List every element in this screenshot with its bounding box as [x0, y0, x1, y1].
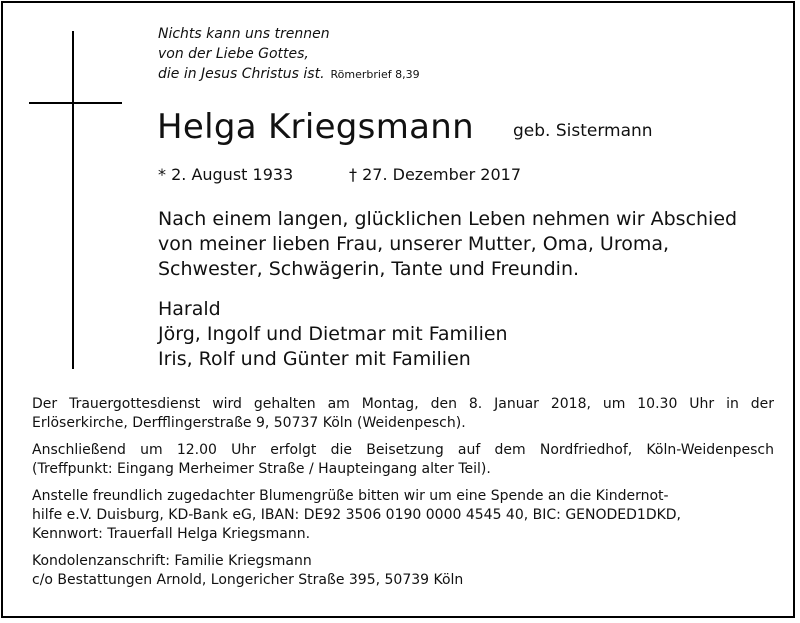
detail-line: hilfe e.V. Duisburg, KD-Bank eG, IBAN: DE92 3506 0190 0000 4545 40, BIC: GENODED1DKD,: [32, 507, 682, 523]
detail-line: Anschließend um 12.00 Uhr erfolgt die Beisetzung auf dem Nordfriedhof, Köln-Weidenpesch: [32, 442, 774, 458]
detail-line: Kondolenzanschrift: Familie Kriegsmann: [32, 553, 312, 569]
farewell-line: Nach einem langen, glücklichen Leben nehmen wir Abschied: [158, 208, 738, 230]
bible-verse: [158, 24, 420, 85]
verse-line: von der Liebe Gottes,: [158, 46, 309, 62]
detail-line: c/o Bestattungen Arnold, Longericher Straße 395, 50739 Köln: [32, 572, 464, 588]
farewell-line: von meiner lieben Frau, unserer Mutter, Oma, Uroma,: [158, 233, 670, 255]
birth-date: * 2. August 1933: [158, 165, 294, 184]
verse-reference: Römerbrief 8,39: [330, 68, 420, 81]
funeral-details: [32, 395, 774, 598]
cross-vertical-bar: [72, 31, 74, 369]
death-date: † 27. Dezember 2017: [349, 165, 521, 184]
verse-line-text: die in Jesus Christus ist.: [158, 66, 325, 82]
verse-line: Nichts kann uns trennen: [158, 26, 330, 42]
burial-paragraph: [32, 441, 774, 479]
farewell-text: [158, 207, 737, 282]
mourner-line: Jörg, Ingolf und Dietmar mit Familien: [158, 323, 508, 345]
detail-line: (Treffpunkt: Eingang Merheimer Straße / Haupteingang alter Teil).: [32, 461, 491, 477]
service-paragraph: [32, 395, 774, 433]
detail-line: Anstelle freundlich zugedachter Blumengrüße bitten wir um eine Spende an die Kindernot-: [32, 488, 669, 504]
farewell-line: Schwester, Schwägerin, Tante und Freundin.: [158, 258, 580, 280]
donation-paragraph: [32, 487, 774, 544]
detail-line: Kennwort: Trauerfall Helga Kriegsmann.: [32, 526, 311, 542]
condolence-paragraph: [32, 552, 774, 590]
cross-horizontal-bar: [29, 102, 122, 104]
detail-line: Erlöserkirche, Derfflingerstraße 9, 50737 Köln (Weidenpesch).: [32, 415, 466, 431]
mourners-list: [158, 297, 508, 372]
deceased-name: Helga Kriegsmann: [157, 107, 474, 147]
mourner-line: Iris, Rolf und Günter mit Familien: [158, 348, 471, 370]
maiden-name: geb. Sistermann: [513, 121, 653, 141]
detail-line: Der Trauergottesdienst wird gehalten am Montag, den 8. Januar 2018, um 10.30 Uhr in der: [32, 396, 774, 412]
verse-line: [158, 64, 420, 85]
mourner-line: Harald: [158, 298, 221, 320]
